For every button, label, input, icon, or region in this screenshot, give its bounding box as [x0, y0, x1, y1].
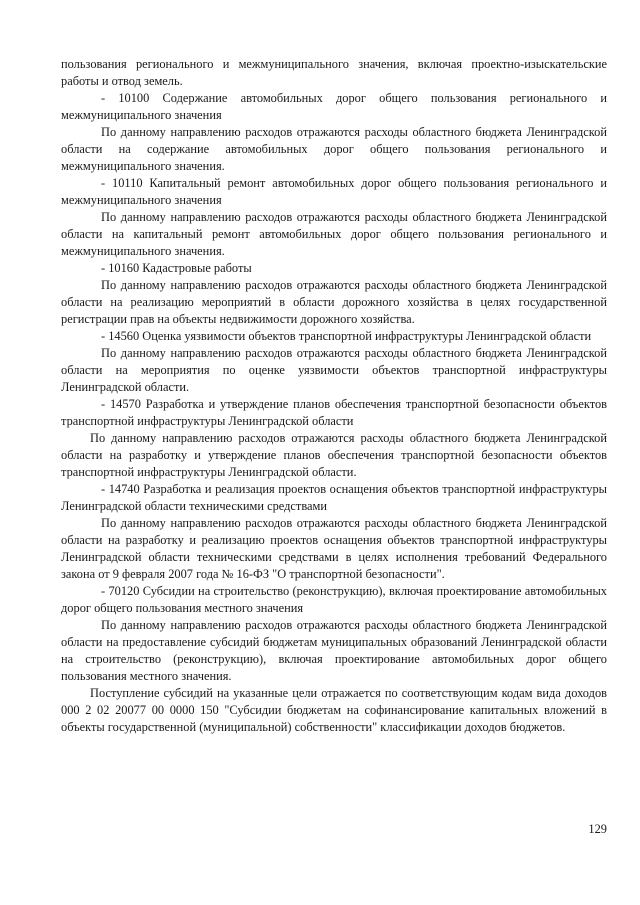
paragraph: Поступление субсидий на указанные цели отражается по соответствующим кодам вида доходов 000 2 02 20077 00 0000 150 "Субсидии бюджетам на софинансирование капитальных вложений в объекты государственной (муниципальной) собственности" классификации доходов бюджетов. — [61, 686, 607, 734]
document-body — [61, 56, 607, 736]
paragraph: По данному направлению расходов отражаются расходы областного бюджета Ленинградской области на мероприятия по оценке уязвимости объектов транспортной инфраструктуры Ленинградской области. — [61, 346, 607, 394]
paragraph: По данному направлению расходов отражаются расходы областного бюджета Ленинградской области на содержание автомобильных дорог общего пользования регионального и межмуниципального значения. — [61, 125, 607, 173]
code-heading-14570: - 14570 Разработка и утверждение планов обеспечения транспортной безопасности объектов транспортной инфраструктуры Ленинградской области — [61, 397, 607, 428]
paragraph: По данному направлению расходов отражаются расходы областного бюджета Ленинградской области на разработку и утверждение планов обеспечения транспортной безопасности объектов транспортной инфраструктуры Ленинградской области. — [61, 431, 607, 479]
paragraph: По данному направлению расходов отражаются расходы областного бюджета Ленинградской области на капитальный ремонт автомобильных дорог общего пользования регионального и межмуниципального значения. — [61, 210, 607, 258]
code-heading-14560: - 14560 Оценка уязвимости объектов транспортной инфраструктуры Ленинградской области — [101, 329, 592, 343]
paragraph: По данному направлению расходов отражаются расходы областного бюджета Ленинградской области на предоставление субсидий бюджетам муниципальных образований Ленинградской области на строительство (реконструкцию), включая проектирование автомобильных дорог общего пользования местного значения. — [61, 618, 607, 683]
code-heading-10160: - 10160 Кадастровые работы — [101, 261, 252, 275]
code-heading-10110: - 10110 Капитальный ремонт автомобильных дорог общего пользования регионального и межмуниципального значения — [61, 176, 607, 207]
paragraph: По данному направлению расходов отражаются расходы областного бюджета Ленинградской области на разработку и реализацию проектов оснащения объектов транспортной инфраструктуры Ленинградской области техническими средствами в целях исполнения требований Федерального закона от 9 февраля 2007 года № 16-ФЗ "О транспортной безопасности". — [61, 516, 607, 581]
code-heading-10100: - 10100 Содержание автомобильных дорог общего пользования регионального и межмуниципального значения — [61, 91, 607, 122]
code-heading-14740: - 14740 Разработка и реализация проектов оснащения объектов транспортной инфраструктуры Ленинградской области техническими средствами — [61, 482, 607, 513]
paragraph-continuation: пользования регионального и межмуниципального значения, включая проектно-изыскательские работы и отвод земель. — [61, 57, 607, 88]
paragraph: По данному направлению расходов отражаются расходы областного бюджета Ленинградской области на реализацию мероприятий в области дорожного хозяйства в целях государственной регистрации прав на объекты недвижимости дорожного хозяйства. — [61, 278, 607, 326]
code-heading-70120: - 70120 Субсидии на строительство (реконструкцию), включая проектирование автомобильных дорог общего пользования местного значения — [61, 584, 607, 615]
page-number: 129 — [588, 822, 607, 836]
